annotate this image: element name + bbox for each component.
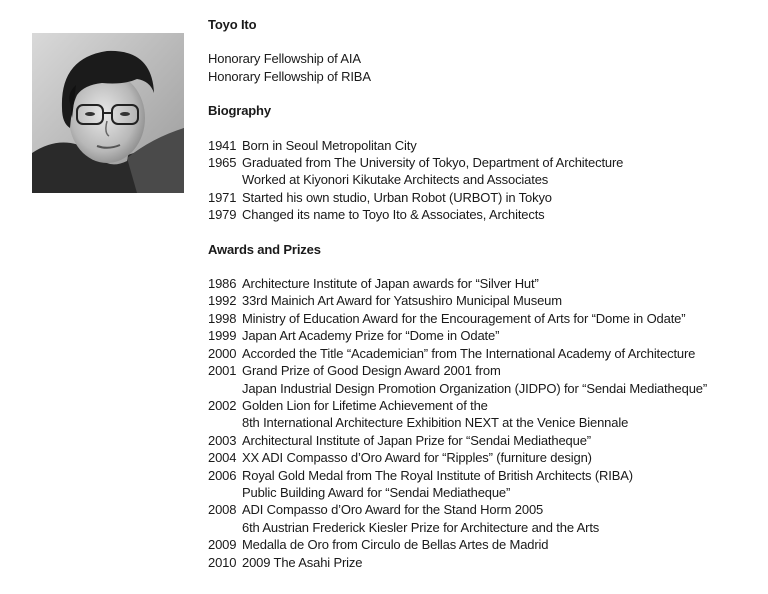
portrait-photo <box>32 33 184 193</box>
entry-text: Grand Prize of Good Design Award 2001 from <box>242 363 501 379</box>
award-entry <box>208 536 756 553</box>
document-body <box>208 16 756 571</box>
entry-text: Architecture Institute of Japan awards for “Silver Hut” <box>242 276 539 292</box>
award-entry <box>208 292 756 309</box>
entry-year: 1971 <box>208 189 237 205</box>
entry-year-spacer <box>208 484 242 501</box>
entry-text: Ministry of Education Award for the Encouragement of Arts for “Dome in Odate” <box>242 310 686 326</box>
entry-text: 33rd Mainich Art Award for Yatsushiro Municipal Museum <box>242 293 562 309</box>
entry-text: Born in Seoul Metropolitan City <box>242 137 417 153</box>
award-entry <box>208 449 756 466</box>
entry-year: 1979 <box>208 207 237 223</box>
biography-list <box>208 137 756 224</box>
entry-text: Royal Gold Medal from The Royal Institute of British Architects (RIBA) <box>242 467 633 483</box>
award-entry <box>208 432 756 449</box>
biography-entry <box>208 189 756 206</box>
entry-year: 1992 <box>208 293 237 309</box>
entry-text: Started his own studio, Urban Robot (URBOT) in Tokyo <box>242 189 552 205</box>
award-entry <box>208 345 756 362</box>
entry-year: 1986 <box>208 276 237 292</box>
entry-text: Changed its name to Toyo Ito & Associates, Architects <box>242 207 545 223</box>
entry-text: Worked at Kiyonori Kikutake Architects and Associates <box>242 172 549 188</box>
entry-year: 1941 <box>208 137 237 153</box>
award-entry <box>208 310 756 327</box>
biography-heading: Biography <box>208 103 271 119</box>
awards-list <box>208 275 756 571</box>
entry-year: 1998 <box>208 310 237 326</box>
award-entry-continuation <box>208 414 756 431</box>
entry-text: Golden Lion for Lifetime Achievement of the <box>242 397 488 413</box>
entry-year: 2010 <box>208 554 237 570</box>
award-entry <box>208 501 756 518</box>
entry-year: 2009 <box>208 537 237 553</box>
entry-year: 2002 <box>208 397 237 413</box>
entry-text: Graduated from The University of Tokyo, Department of Architecture <box>242 155 624 171</box>
entry-year: 2008 <box>208 502 237 518</box>
entry-year: 2000 <box>208 345 237 361</box>
fellowships-list <box>208 50 756 85</box>
entry-text: 8th International Architecture Exhibition NEXT at the Venice Biennale <box>242 415 629 431</box>
person-name: Toyo Ito <box>208 17 257 32</box>
award-entry <box>208 275 756 292</box>
award-entry <box>208 467 756 484</box>
entry-year: 2003 <box>208 432 237 448</box>
entry-text: Architectural Institute of Japan Prize for “Sendai Mediatheque” <box>242 432 591 448</box>
entry-text: ADI Compasso d’Oro Award for the Stand Horm 2005 <box>242 502 544 518</box>
award-entry <box>208 397 756 414</box>
entry-year-spacer <box>208 414 242 431</box>
biography-entry <box>208 206 756 223</box>
entry-text: Japan Industrial Design Promotion Organization (JIDPO) for “Sendai Mediatheque” <box>242 380 708 396</box>
entry-text: Public Building Award for “Sendai Mediatheque” <box>242 484 511 500</box>
award-entry-continuation <box>208 519 756 536</box>
award-entry <box>208 362 756 379</box>
biography-entry <box>208 137 756 154</box>
entry-year: 2001 <box>208 363 237 379</box>
award-entry-continuation <box>208 484 756 501</box>
entry-text: 2009 The Asahi Prize <box>242 554 363 570</box>
entry-text: 6th Austrian Frederick Kiesler Prize for Architecture and the Arts <box>242 519 600 535</box>
entry-year: 2006 <box>208 467 237 483</box>
biography-entry-continuation <box>208 171 756 188</box>
award-entry <box>208 554 756 571</box>
entry-text: Japan Art Academy Prize for “Dome in Odate” <box>242 328 500 344</box>
entry-year: 1999 <box>208 328 237 344</box>
fellowship-item: Honorary Fellowship of RIBA <box>208 68 371 84</box>
entry-year: 1965 <box>208 155 237 171</box>
entry-text: XX ADI Compasso d’Oro Award for “Ripples” (furniture design) <box>242 450 592 466</box>
entry-year: 2004 <box>208 450 237 466</box>
award-entry-continuation <box>208 380 756 397</box>
entry-text: Accorded the Title “Academician” from The International Academy of Architecture <box>242 345 696 361</box>
fellowship-item: Honorary Fellowship of AIA <box>208 51 361 67</box>
biography-entry <box>208 154 756 171</box>
entry-year-spacer <box>208 380 242 397</box>
entry-text: Medalla de Oro from Circulo de Bellas Artes de Madrid <box>242 537 549 553</box>
award-entry <box>208 327 756 344</box>
entry-year-spacer <box>208 519 242 536</box>
awards-heading: Awards and Prizes <box>208 241 321 257</box>
entry-year-spacer <box>208 171 242 188</box>
